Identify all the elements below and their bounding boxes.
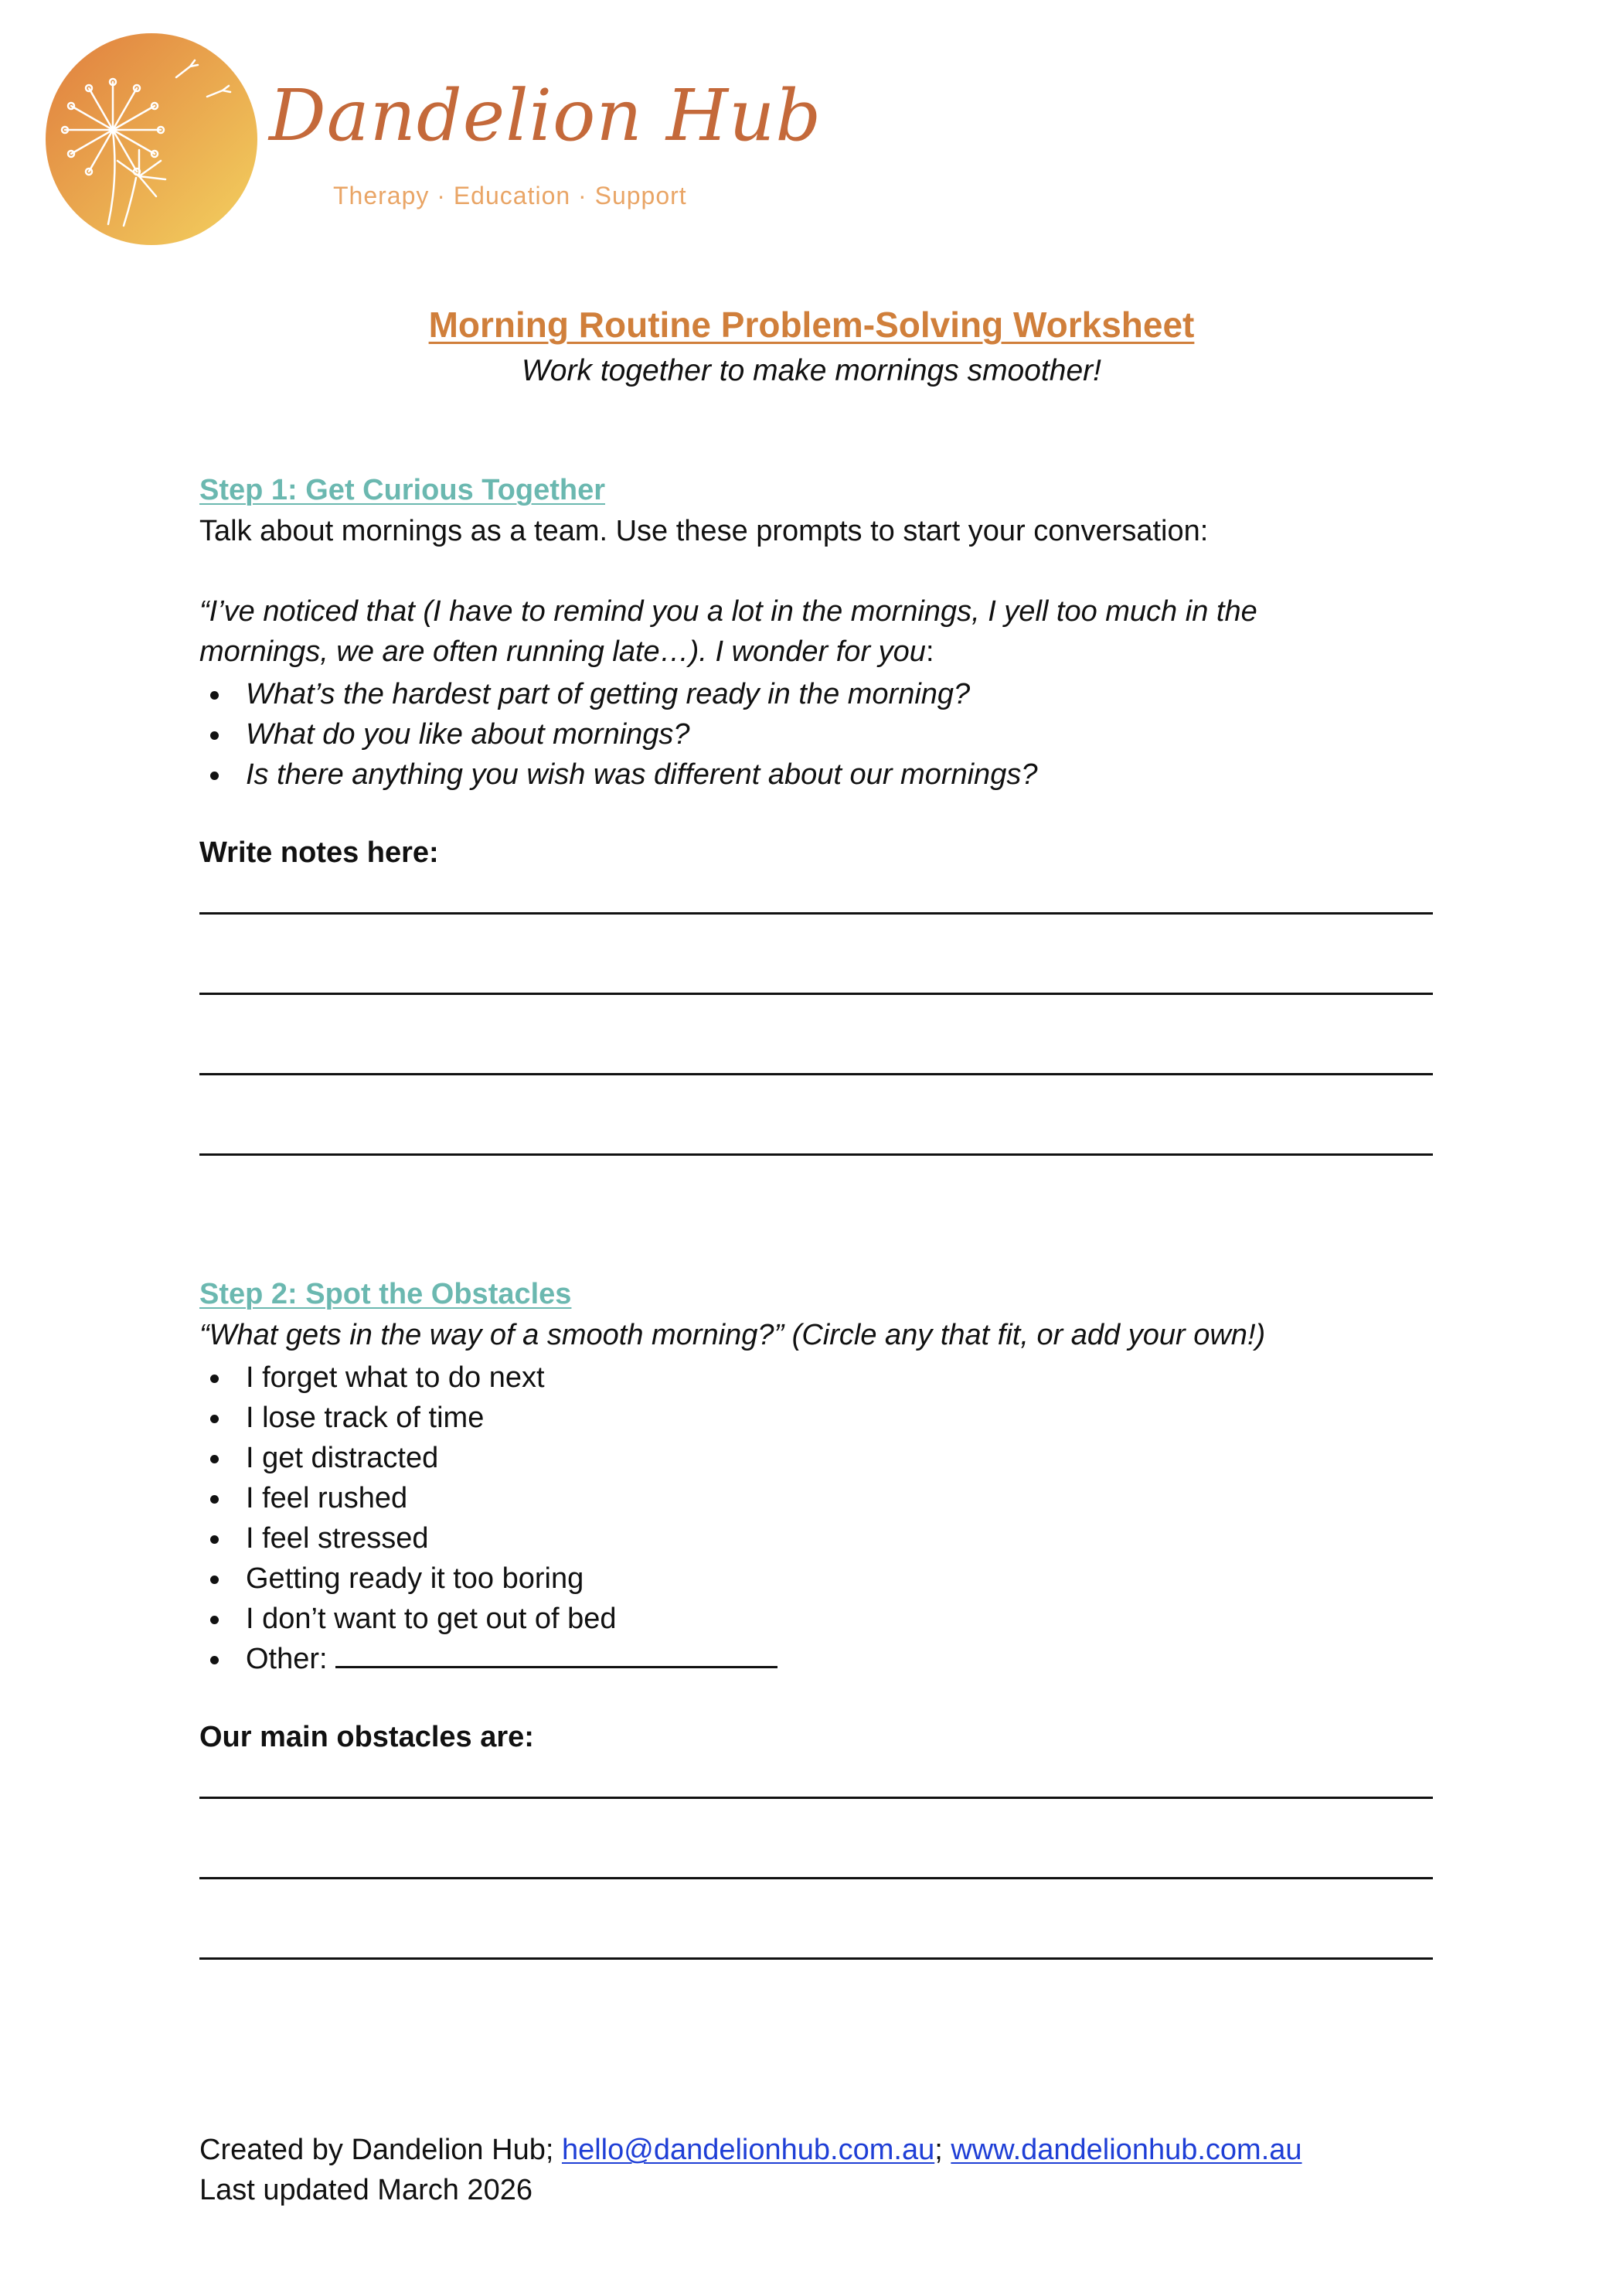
footer-updated: Last updated March 2026	[199, 2174, 532, 2206]
prompt-item: What’s the hardest part of getting ready in the morning?	[246, 674, 1037, 714]
notes-label: Write notes here:	[199, 836, 439, 869]
obstacle-item: I feel stressed	[246, 1518, 777, 1558]
brand-tagline: Therapy · Education · Support	[333, 182, 687, 210]
website-link[interactable]: www.dandelionhub.com.au	[951, 2134, 1302, 2166]
notes-line-4[interactable]	[199, 1153, 1433, 1156]
other-label: Other:	[246, 1643, 328, 1675]
obstacle-item: I get distracted	[246, 1438, 777, 1478]
obstacle-list	[246, 1358, 777, 1679]
page-subtitle: Work together to make mornings smoother!	[522, 354, 1101, 387]
step2-heading: Step 2: Spot the Obstacles	[199, 1278, 572, 1310]
page-title: Morning Routine Problem-Solving Worksheet	[428, 305, 1195, 345]
other-blank[interactable]	[335, 1666, 777, 1668]
main-obstacles-label: Our main obstacles are:	[199, 1721, 534, 1753]
prompt-item: What do you like about mornings?	[246, 714, 1037, 755]
prompt-item: Is there anything you wish was different about our mornings?	[246, 755, 1037, 795]
obstacle-item: I feel rushed	[246, 1478, 777, 1518]
email-link[interactable]: hello@dandelionhub.com.au	[561, 2134, 935, 2166]
brand-name: Dandelion Hub	[269, 74, 822, 157]
footer-credits	[199, 2134, 1302, 2167]
step1-heading: Step 1: Get Curious Together	[199, 474, 606, 506]
dandelion-icon	[45, 31, 261, 247]
step1-intro: Talk about mornings as a team. Use these prompts to start your conversation:	[199, 515, 1209, 547]
quote-colon: :	[925, 635, 934, 668]
obstacle-item-other	[246, 1639, 777, 1679]
notes-line-1[interactable]	[199, 912, 1433, 915]
quote-text: mornings, we are often running late…). I wonder for you	[199, 635, 926, 668]
obstacle-item: Getting ready it too boring	[246, 1558, 777, 1599]
prompt-list	[246, 674, 1037, 795]
step1-quote-line1: “I’ve noticed that (I have to remind you a lot in the mornings, I yell too much in the	[199, 595, 1257, 628]
brand-logo	[45, 31, 822, 255]
step1-quote-line2	[199, 635, 934, 669]
notes-line-3[interactable]	[199, 1073, 1433, 1075]
footer-created-by: Created by Dandelion Hub;	[199, 2134, 562, 2166]
obstacle-item: I lose track of time	[246, 1398, 777, 1438]
obstacles-line-1[interactable]	[199, 1797, 1433, 1799]
obstacle-item: I don’t want to get out of bed	[246, 1599, 777, 1639]
obstacles-line-2[interactable]	[199, 1877, 1433, 1879]
obstacles-line-3[interactable]	[199, 1957, 1433, 1960]
obstacle-item: I forget what to do next	[246, 1358, 777, 1398]
step2-question: “What gets in the way of a smooth morning?” (Circle any that fit, or add your own!)	[199, 1319, 1266, 1351]
footer-separator: ;	[934, 2134, 951, 2166]
notes-line-2[interactable]	[199, 993, 1433, 995]
